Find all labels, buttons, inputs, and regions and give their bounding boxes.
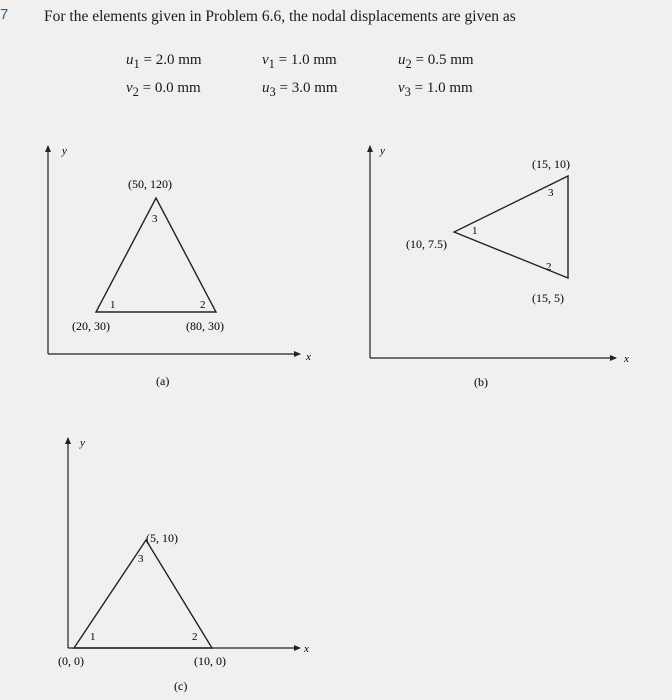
figure-c-node3-label: 3 [138,553,144,565]
figure-b-node3-label: 3 [548,187,554,199]
figure-c-caption: (c) [174,679,188,693]
problem-number: 7 [0,6,9,23]
figure-b-node2-coord: (15, 5) [532,291,564,305]
figure-c-node2-coord: (10, 0) [194,654,226,668]
figure-c-node2-label: 2 [192,631,198,643]
figure-c-node1-coord: (0, 0) [58,654,84,668]
figure-c-x-label: x [304,643,309,655]
figure-c-node3-coord: (5, 10) [146,531,178,545]
figure-b [370,145,629,389]
displacement-v3: $v_3 = 1.0$ mm [398,80,473,99]
figure-b-x-label: x [624,353,629,365]
figure-b-y-label: y [380,145,385,157]
figure-a [48,145,311,388]
figure-a-caption: (a) [156,374,170,388]
figure-c-y-label: y [80,437,85,449]
displacement-u3: $u_3 = 3.0$ mm [262,80,338,99]
figure-a-node3-label: 3 [152,213,158,225]
figure-a-y-label: y [62,145,67,157]
figure-b-node2-label: 2 [546,261,552,273]
displacement-v1: $v_1 = 1.0$ mm [262,52,337,71]
figure-a-x-label: x [306,351,311,363]
figure-c [58,437,309,693]
figure-b-node1-label: 1 [472,225,478,237]
figure-a-node1-coord: (20, 30) [72,319,110,333]
displacement-v2: $v_2 = 0.0$ mm [126,80,201,99]
figure-b-caption: (b) [474,375,488,389]
figure-a-node3-coord: (50, 120) [128,177,172,191]
figure-b-node1-coord: (10, 7.5) [406,237,447,251]
displacement-u2: $u_2 = 0.5$ mm [398,52,474,71]
displacement-u1: $u_1 = 2.0$ mm [126,52,202,71]
figure-a-node1-label: 1 [110,299,116,311]
figure-a-node2-coord: (80, 30) [186,319,224,333]
figure-c-node1-label: 1 [90,631,96,643]
figure-b-node3-coord: (15, 10) [532,157,570,171]
figure-a-node2-label: 2 [200,299,206,311]
problem-statement: For the elements given in Problem 6.6, the nodal displacements are given as [44,8,516,25]
